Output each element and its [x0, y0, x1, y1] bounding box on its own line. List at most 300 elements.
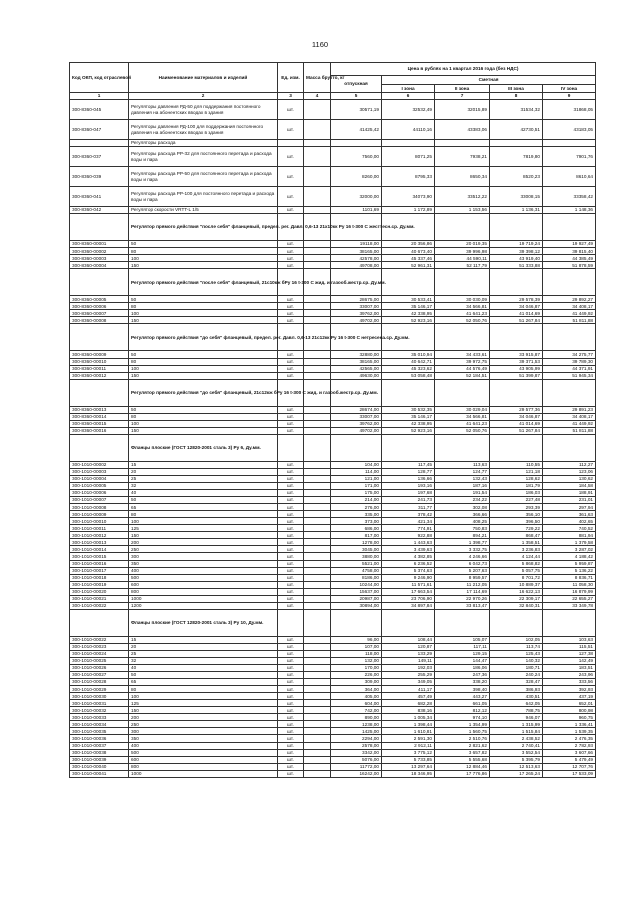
- price-cell: 43183,05: [543, 120, 596, 140]
- name-cell: 50: [129, 351, 278, 358]
- mass-cell: [304, 358, 331, 365]
- name-cell: 80: [129, 511, 278, 518]
- price-cell: 894,21: [435, 532, 490, 539]
- price-cell: 3 657,82: [435, 749, 490, 756]
- price-cell: 960,75: [543, 714, 596, 721]
- price-cell: 386,93: [490, 686, 543, 693]
- subgroup-row: [70, 140, 596, 147]
- price-cell: 234,22: [435, 497, 490, 504]
- price-cell: 43383,06: [435, 120, 490, 140]
- empty-cell: [490, 379, 543, 406]
- mass-cell: [304, 643, 331, 650]
- mass-cell: [304, 482, 331, 489]
- table-row: [70, 665, 596, 672]
- unit-cell: шт.: [278, 595, 304, 602]
- price-cell: 604,00: [331, 700, 382, 707]
- column-index: 3: [278, 93, 304, 100]
- code-cell: [70, 269, 129, 296]
- table-row: [70, 262, 596, 269]
- price-cell: 3 607,66: [543, 749, 596, 756]
- price-cell: 3 439,63: [382, 546, 435, 553]
- code-cell: 300-1010-00028: [70, 679, 129, 686]
- unit-cell: шт.: [278, 490, 304, 497]
- name-cell: 50: [129, 497, 278, 504]
- code-cell: 300-1010-00034: [70, 721, 129, 728]
- price-cell: 243,96: [543, 672, 596, 679]
- price-cell: 30894,00: [331, 602, 382, 609]
- price-cell: 51 267,84: [490, 317, 543, 324]
- price-cell: 430,51: [490, 693, 543, 700]
- table-row: [70, 525, 596, 532]
- price-cell: 1 398,77: [435, 539, 490, 546]
- price-cell: 17 533,09: [543, 770, 596, 777]
- code-cell: 300-8360-00007: [70, 310, 129, 317]
- empty-cell: [543, 609, 596, 636]
- price-cell: 34 433,61: [435, 351, 490, 358]
- name-cell: 15: [129, 636, 278, 643]
- price-cell: 5 555,68: [435, 756, 490, 763]
- mass-cell: [304, 602, 331, 609]
- empty-cell: [543, 214, 596, 241]
- price-cell: 297,94: [543, 504, 596, 511]
- price-cell: 34 408,17: [543, 413, 596, 420]
- code-cell: 300-8360-00010: [70, 358, 129, 365]
- unit-cell: шт.: [278, 650, 304, 657]
- price-cell: 8071,25: [382, 147, 435, 167]
- price-cell: 113,63: [435, 461, 490, 468]
- price-cell: 149,11: [382, 657, 435, 664]
- table-row: [70, 406, 596, 413]
- price-cell: 104,00: [331, 461, 382, 468]
- empty-cell: [278, 609, 304, 636]
- price-cell: 2 591,30: [382, 735, 435, 742]
- price-cell: 16 879,99: [543, 588, 596, 595]
- price-cell: 11772,00: [331, 763, 382, 770]
- mass-cell: [304, 700, 331, 707]
- price-cell: 682,28: [382, 700, 435, 707]
- price-cell: 398,40: [435, 686, 490, 693]
- price-cell: 226,00: [331, 672, 382, 679]
- mass-cell: [304, 657, 331, 664]
- table-row: [70, 721, 596, 728]
- empty-cell: [435, 214, 490, 241]
- price-cell: 33008,15: [490, 187, 543, 207]
- price-cell: 11 212,05: [435, 581, 490, 588]
- name-cell: 250: [129, 721, 278, 728]
- price-cell: 44 385,49: [543, 255, 596, 262]
- price-cell: 7819,80: [490, 147, 543, 167]
- table-row: [70, 296, 596, 303]
- name-cell: Регуляторы расхода РР-100 для постоянного перетада и расхода воды и пара: [129, 187, 278, 207]
- header-zone4: IV зона: [543, 85, 596, 93]
- price-cell: 35 010,94: [382, 351, 435, 358]
- table-row: [70, 672, 596, 679]
- name-cell: 80: [129, 686, 278, 693]
- price-cell: 881,94: [543, 532, 596, 539]
- price-cell: 3 775,12: [382, 749, 435, 756]
- price-cell: 108,44: [382, 636, 435, 643]
- unit-cell: шт.: [278, 317, 304, 324]
- empty-cell: [490, 609, 543, 636]
- price-cell: 2 438,52: [490, 735, 543, 742]
- unit-cell: шт.: [278, 120, 304, 140]
- price-cell: 6 042,73: [435, 560, 490, 567]
- price-cell: 1 610,81: [382, 728, 435, 735]
- unit-cell: шт.: [278, 518, 304, 525]
- group-header-row: [70, 609, 596, 636]
- price-cell: 184,58: [543, 482, 596, 489]
- price-cell: 8610,64: [543, 167, 596, 187]
- price-cell: 1 560,75: [435, 728, 490, 735]
- price-cell: 33 915,87: [490, 351, 543, 358]
- price-cell: 6 236,52: [382, 560, 435, 567]
- unit-cell: шт.: [278, 100, 304, 120]
- unit-cell: шт.: [278, 636, 304, 643]
- price-cell: 117,11: [435, 643, 490, 650]
- empty-cell: [543, 324, 596, 351]
- price-cell: 117,45: [382, 461, 435, 468]
- table-row: [70, 714, 596, 721]
- price-cell: 2 476,35: [543, 735, 596, 742]
- unit-cell: шт.: [278, 525, 304, 532]
- price-cell: 3045,00: [331, 546, 382, 553]
- price-cell: 1 315,99: [490, 721, 543, 728]
- price-cell: 333,56: [543, 679, 596, 686]
- price-cell: 49702,00: [331, 317, 382, 324]
- code-cell: 300-8360-00008: [70, 317, 129, 324]
- code-cell: 300-1010-00002: [70, 461, 129, 468]
- code-cell: 300-1010-00016: [70, 560, 129, 567]
- price-cell: 335,00: [331, 511, 382, 518]
- empty-cell: [435, 434, 490, 461]
- price-cell: 642,05: [490, 700, 543, 707]
- mass-cell: [304, 351, 331, 358]
- code-cell: [70, 434, 129, 461]
- unit-cell: шт.: [278, 553, 304, 560]
- price-cell: 5 733,85: [382, 756, 435, 763]
- price-cell: 750,83: [435, 525, 490, 532]
- price-cell: 29 578,39: [490, 296, 543, 303]
- price-cell: 800,98: [543, 707, 596, 714]
- code-cell: 300-8360-039: [70, 167, 129, 187]
- price-cell: 39762,00: [331, 310, 382, 317]
- mass-cell: [304, 672, 331, 679]
- price-cell: 18 346,95: [382, 770, 435, 777]
- code-cell: 300-1010-00040: [70, 763, 129, 770]
- price-cell: 17 663,54: [382, 588, 435, 595]
- price-cell: 144,47: [435, 657, 490, 664]
- price-cell: 43 919,40: [490, 255, 543, 262]
- price-cell: 19 719,24: [490, 241, 543, 248]
- table-row: [70, 100, 596, 120]
- price-cell: 38165,00: [331, 248, 382, 255]
- column-index: 8: [490, 93, 543, 100]
- price-cell: 1 153,56: [435, 207, 490, 214]
- price-cell: 31534,32: [490, 100, 543, 120]
- price-cell: 5 207,63: [435, 567, 490, 574]
- price-cell: 7938,21: [435, 147, 490, 167]
- unit-cell: шт.: [278, 358, 304, 365]
- price-cell: 396,50: [490, 518, 543, 525]
- name-cell: 350: [129, 735, 278, 742]
- price-cell: 30 029,04: [435, 406, 490, 413]
- price-cell: 8186,00: [331, 574, 382, 581]
- price-cell: 1 336,41: [543, 721, 596, 728]
- price-cell: 1 148,36: [543, 207, 596, 214]
- name-cell: 350: [129, 560, 278, 567]
- price-cell: 39 789,30: [543, 358, 596, 365]
- price-cell: 1 515,84: [490, 728, 543, 735]
- mass-cell: [304, 468, 331, 475]
- unit-cell: шт.: [278, 735, 304, 742]
- column-index: 9: [543, 93, 596, 100]
- mass-cell: [304, 560, 331, 567]
- price-cell: 23 706,90: [382, 595, 435, 602]
- price-cell: 1238,00: [331, 721, 382, 728]
- mass-cell: [304, 636, 331, 643]
- price-cell: 411,17: [382, 686, 435, 693]
- price-cell: 120,87: [382, 643, 435, 650]
- mass-cell: [304, 310, 331, 317]
- unit-cell: шт.: [278, 707, 304, 714]
- unit-cell: шт.: [278, 532, 304, 539]
- price-cell: 12 513,63: [490, 763, 543, 770]
- price-cell: 136,66: [382, 475, 435, 482]
- name-cell: 300: [129, 728, 278, 735]
- table-row: [70, 511, 596, 518]
- price-cell: 107,00: [331, 643, 382, 650]
- price-cell: 2578,00: [331, 742, 382, 749]
- price-cell: 276,00: [331, 504, 382, 511]
- table-row: [70, 756, 596, 763]
- name-cell: 800: [129, 763, 278, 770]
- mass-cell: [304, 539, 331, 546]
- price-cell: 378,42: [382, 511, 435, 518]
- code-cell: 300-1010-00008: [70, 504, 129, 511]
- table-row: [70, 468, 596, 475]
- table-row: [70, 707, 596, 714]
- price-cell: 39 996,98: [435, 248, 490, 255]
- table-row: [70, 413, 596, 420]
- price-cell: 19 927,49: [543, 241, 596, 248]
- table-row: [70, 255, 596, 262]
- code-cell: 300-1010-00037: [70, 742, 129, 749]
- price-cell: 125,43: [490, 650, 543, 657]
- unit-cell: шт.: [278, 406, 304, 413]
- price-cell: 52 050,76: [435, 427, 490, 434]
- code-cell: 300-1010-00022: [70, 636, 129, 643]
- name-cell: 400: [129, 567, 278, 574]
- code-cell: 300-1010-00007: [70, 497, 129, 504]
- price-cell: 33007,00: [331, 303, 382, 310]
- price-cell: 19118,00: [331, 241, 382, 248]
- mass-cell: [304, 650, 331, 657]
- price-cell: 15637,00: [331, 588, 382, 595]
- price-cell: 1 358,51: [490, 539, 543, 546]
- price-cell: 52 923,16: [382, 427, 435, 434]
- unit-cell: шт.: [278, 351, 304, 358]
- price-cell: 338,20: [435, 679, 490, 686]
- price-cell: 309,00: [331, 679, 382, 686]
- mass-cell: [304, 317, 331, 324]
- code-cell: 300-8360-047: [70, 120, 129, 140]
- price-cell: 121,00: [331, 475, 382, 482]
- price-cell: 740,52: [543, 525, 596, 532]
- price-cell: 105,07: [435, 636, 490, 643]
- price-cell: 5521,00: [331, 560, 382, 567]
- mass-cell: [304, 553, 331, 560]
- price-cell: 121,18: [490, 468, 543, 475]
- code-cell: [70, 324, 129, 351]
- table-row: [70, 643, 596, 650]
- price-cell: 214,00: [331, 497, 382, 504]
- code-cell: 300-8360-00011: [70, 365, 129, 372]
- price-cell: 788,75: [490, 707, 543, 714]
- unit-cell: шт.: [278, 504, 304, 511]
- price-cell: 114,00: [331, 468, 382, 475]
- header-zone3: III зона: [490, 85, 543, 93]
- mass-cell: [304, 413, 331, 420]
- table-row: [70, 742, 596, 749]
- name-cell: 100: [129, 518, 278, 525]
- mass-cell: [304, 595, 331, 602]
- mass-cell: [304, 574, 331, 581]
- price-cell: 3880,00: [331, 553, 382, 560]
- code-cell: 300-1010-00012: [70, 532, 129, 539]
- price-cell: 132,00: [331, 657, 382, 664]
- name-cell: 25: [129, 650, 278, 657]
- price-cell: 183,51: [543, 665, 596, 672]
- unit-cell: шт.: [278, 497, 304, 504]
- code-cell: 300-1010-00004: [70, 475, 129, 482]
- price-cell: 34 408,17: [543, 303, 596, 310]
- table-row: [70, 700, 596, 707]
- price-cell: 922,88: [382, 532, 435, 539]
- code-cell: 300-1010-00038: [70, 749, 129, 756]
- unit-cell: шт.: [278, 427, 304, 434]
- price-cell: 247,36: [435, 672, 490, 679]
- name-cell: 500: [129, 749, 278, 756]
- mass-cell: [304, 372, 331, 379]
- code-cell: 300-1010-00029: [70, 686, 129, 693]
- price-cell: 30 532,35: [382, 406, 435, 413]
- code-cell: 300-8360-045: [70, 100, 129, 120]
- code-cell: 300-1010-00018: [70, 574, 129, 581]
- group-header-row: [70, 214, 596, 241]
- code-cell: 300-8360-00006: [70, 303, 129, 310]
- price-cell: 4 124,44: [490, 553, 543, 560]
- code-cell: 300-8360-00013: [70, 406, 129, 413]
- code-cell: 300-1010-00006: [70, 490, 129, 497]
- price-cell: 128,77: [382, 468, 435, 475]
- price-cell: 12 707,76: [543, 763, 596, 770]
- price-cell: 349,05: [382, 679, 435, 686]
- table-row: [70, 317, 596, 324]
- price-cell: 1 005,34: [382, 714, 435, 721]
- price-cell: 34073,90: [382, 187, 435, 207]
- price-cell: 255,29: [382, 672, 435, 679]
- code-cell: 300-1010-00021: [70, 595, 129, 602]
- unit-cell: шт.: [278, 714, 304, 721]
- price-cell: 39 972,75: [435, 358, 490, 365]
- price-cell: 4 188,42: [543, 553, 596, 560]
- group-header-row: [70, 379, 596, 406]
- table-row: [70, 693, 596, 700]
- price-cell: 32015,89: [435, 100, 490, 120]
- empty-cell: [331, 609, 382, 636]
- price-cell: 186,03: [490, 490, 543, 497]
- unit-cell: шт.: [278, 763, 304, 770]
- mass-cell: [304, 120, 331, 140]
- price-cell: 1 443,63: [382, 539, 435, 546]
- header-zone1: I зона: [382, 85, 435, 93]
- table-row: [70, 120, 596, 140]
- table-row: [70, 420, 596, 427]
- code-cell: 300-1010-00014: [70, 546, 129, 553]
- table-row: [70, 686, 596, 693]
- empty-cell: [304, 609, 331, 636]
- code-cell: 300-1010-00031: [70, 700, 129, 707]
- price-cell: 52 184,51: [435, 372, 490, 379]
- price-cell: 142,49: [543, 657, 596, 664]
- table-row: [70, 310, 596, 317]
- price-cell: 1 539,35: [543, 728, 596, 735]
- empty-cell: [435, 379, 490, 406]
- price-cell: 113,74: [490, 643, 543, 650]
- table-row: [70, 518, 596, 525]
- price-cell: 8 959,57: [435, 574, 490, 581]
- table-row: [70, 636, 596, 643]
- unit-cell: шт.: [278, 468, 304, 475]
- table-row: [70, 303, 596, 310]
- price-cell: 457,49: [382, 693, 435, 700]
- table-row: [70, 650, 596, 657]
- price-cell: 364,00: [331, 686, 382, 693]
- unit-cell: шт.: [278, 602, 304, 609]
- price-cell: 4758,00: [331, 567, 382, 574]
- price-cell: 1 379,58: [543, 539, 596, 546]
- unit-cell: шт.: [278, 756, 304, 763]
- empty-cell: [304, 140, 331, 147]
- name-cell: 20: [129, 643, 278, 650]
- name-cell: 65: [129, 679, 278, 686]
- price-cell: 868,47: [490, 532, 543, 539]
- mass-cell: [304, 248, 331, 255]
- mass-cell: [304, 187, 331, 207]
- table-row: [70, 207, 596, 214]
- price-cell: 41 641,23: [435, 420, 490, 427]
- mass-cell: [304, 518, 331, 525]
- column-index-row: [70, 93, 596, 100]
- price-cell: 16 622,13: [490, 588, 543, 595]
- table-row: [70, 581, 596, 588]
- price-cell: 49630,00: [331, 372, 382, 379]
- name-cell: 400: [129, 742, 278, 749]
- name-cell: 50: [129, 672, 278, 679]
- mass-cell: [304, 490, 331, 497]
- mass-cell: [304, 461, 331, 468]
- price-cell: 4 382,85: [382, 553, 435, 560]
- header-mass: Масса брутто, кг: [304, 63, 331, 93]
- price-cell: 42730,51: [490, 120, 543, 140]
- name-cell: 500: [129, 574, 278, 581]
- name-cell: 20: [129, 468, 278, 475]
- price-cell: 5 057,75: [490, 567, 543, 574]
- mass-cell: [304, 567, 331, 574]
- price-cell: 16242,00: [331, 770, 382, 777]
- price-cell: 13 297,64: [382, 763, 435, 770]
- code-cell: 300-1010-00003: [70, 468, 129, 475]
